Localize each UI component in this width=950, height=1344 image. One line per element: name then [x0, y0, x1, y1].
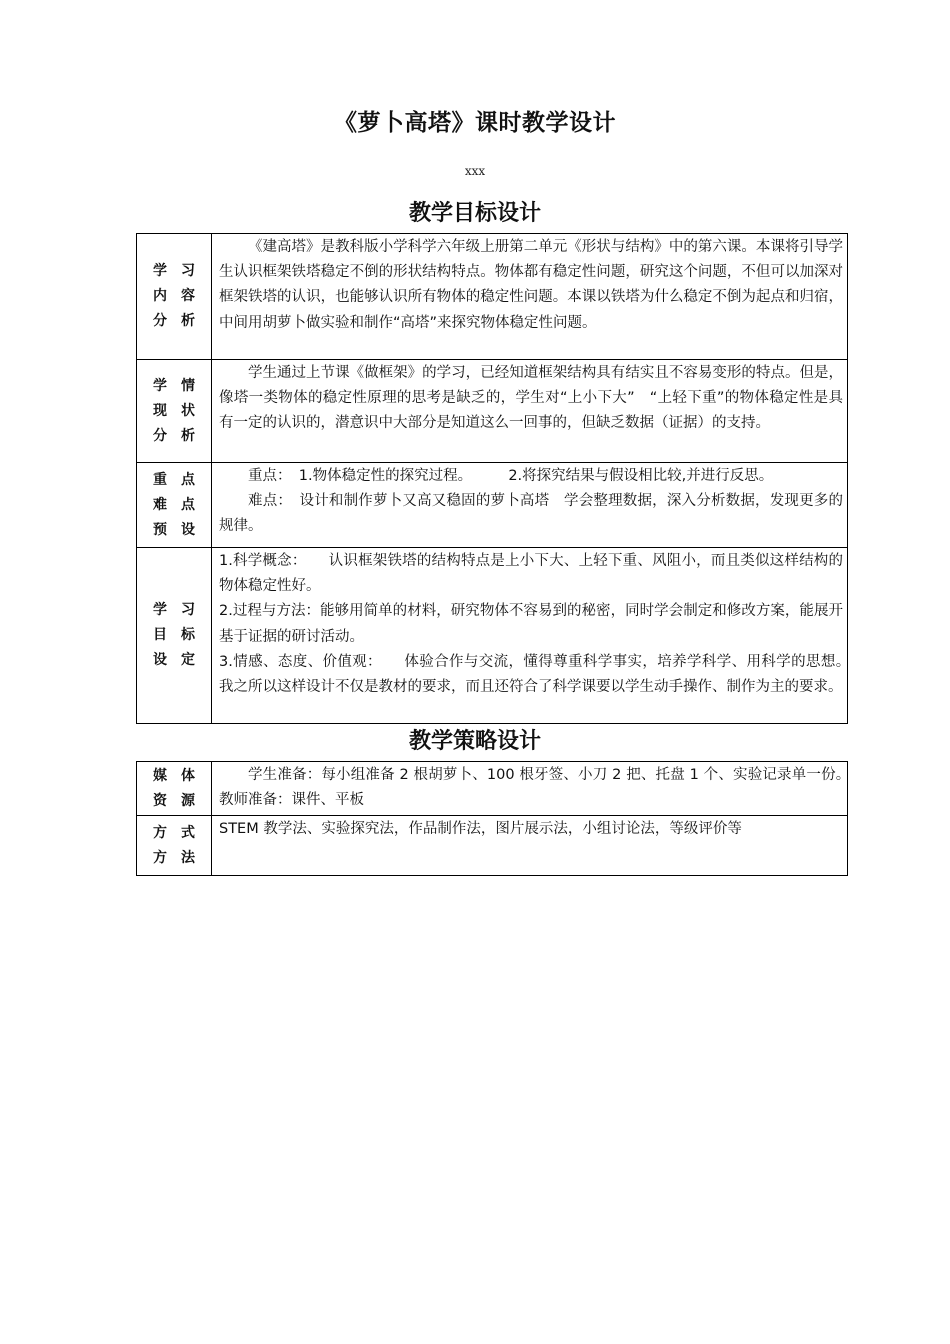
- row-content: [212, 762, 858, 816]
- content-paragraph: 学生通过上节课《做框架》的学习，已经知道框架结构具有结实且不容易变形的特点。但是，像塔一类物体的稳定性原理的思考是缺乏的，学生对“上小下大” “上轻下重”的物体稳定性是具有一定的认识的，潜意识中大部分是知道这么一回事的，但缺乏数据（证据）的支持。: [219, 365, 843, 432]
- content-paragraph-science-concept: 1.科学概念： 认识框架铁塔的结构特点是上小下大、上轻下重、风阻小，而且类似这样结构的物体稳定性好。: [219, 553, 843, 595]
- table-row-methods: [137, 816, 848, 876]
- table-row-learning-goals: [137, 548, 848, 724]
- row-label-line: 设 定: [153, 652, 195, 668]
- row-label-line: 预 设: [153, 521, 195, 538]
- row-content: [212, 816, 848, 876]
- content-paragraph-process-method: 2.过程与方法：能够用简单的材料，研究物体不容易到的秘密，同时学会制定和修改方案，能展开基于证据的研讨活动。: [219, 603, 843, 645]
- teaching-strategy-table: [136, 761, 858, 876]
- content-paragraph-key-point: 重点： 1.物体稳定性的探究过程。 2.将探究结果与假设相比较,并进行反思。: [248, 468, 774, 484]
- row-label: [137, 463, 212, 548]
- row-label: [137, 234, 212, 360]
- content-paragraph-difficult-point: 难点： 设计和制作萝卜又高又稳固的萝卜高塔 学会整理数据，深入分析数据，发现更多的规律。: [219, 493, 843, 535]
- row-label-line: 目 标: [153, 627, 195, 643]
- table-row-student-situation-analysis: [137, 360, 848, 463]
- row-label-line: 分 析: [153, 313, 195, 329]
- document-title: 《萝卜高塔》课时教学设计: [334, 110, 616, 136]
- row-label-line: 分 析: [153, 427, 195, 444]
- row-label-line: 学 习: [153, 602, 195, 618]
- row-label-line: 方 式: [153, 824, 195, 841]
- row-content: [212, 463, 848, 548]
- row-label: [137, 762, 212, 816]
- row-label-line: 内 容: [153, 288, 195, 304]
- row-label-line: 学 习: [153, 263, 195, 279]
- table-row-media-resources: [137, 762, 848, 816]
- row-label: [137, 816, 212, 876]
- content-paragraph: 《建高塔》是教科版小学科学六年级上册第二单元《形状与结构》中的第六课。本课将引导学生认识框架铁塔稳定不倒的形状结构特点。物体都有稳定性问题，研究这个问题，不但可以加深对框架铁塔的认识，也能够认识所有物体的稳定性问题。本课以铁塔为什么稳定不倒为起点和归宿，中间用胡萝卜做实验和制作“高塔”来探究物体稳定性问题。: [219, 239, 843, 331]
- table-row-key-difficult-points: [137, 463, 848, 548]
- row-label: [137, 548, 212, 724]
- row-label-line: 媒 体: [153, 767, 195, 784]
- row-label-line: 学 情: [153, 377, 195, 394]
- row-content: [212, 360, 848, 463]
- content-paragraph: 学生准备：每小组准备 2 根胡萝卜、100 根牙签、小刀 2 把、托盘 1 个、实验记录单一份。 教师准备：课件、平板: [219, 767, 858, 809]
- section-heading-teaching-strategy: 教学策略设计: [408, 729, 541, 754]
- teaching-goals-table: [136, 233, 887, 724]
- row-label-line: 难 点: [153, 496, 195, 513]
- row-label: [137, 360, 212, 463]
- section-heading-teaching-goals: 教学目标设计: [408, 201, 541, 226]
- content-paragraph: STEM 教学法、实验探究法，作品制作法，图片展示法，小组讨论法，等级评价等: [219, 821, 742, 837]
- row-content: [212, 234, 848, 360]
- row-label-line: 现 状: [153, 402, 195, 419]
- row-content: [212, 548, 887, 724]
- table-row-learning-content-analysis: [137, 234, 848, 360]
- content-paragraph-attitude-values: 3.情感、态度、价值观： 体验合作与交流，懂得尊重科学事实，培养学科学、用科学的思想。 我之所以这样设计不仅是教材的要求，而且还符合了科学课要以学生动手操作、制作为主的要求。: [219, 653, 887, 696]
- row-label-line: 方 法: [153, 849, 195, 866]
- row-label-line: 资 源: [153, 792, 195, 809]
- row-label-line: 重 点: [153, 471, 195, 488]
- document-author: xxx: [464, 164, 486, 178]
